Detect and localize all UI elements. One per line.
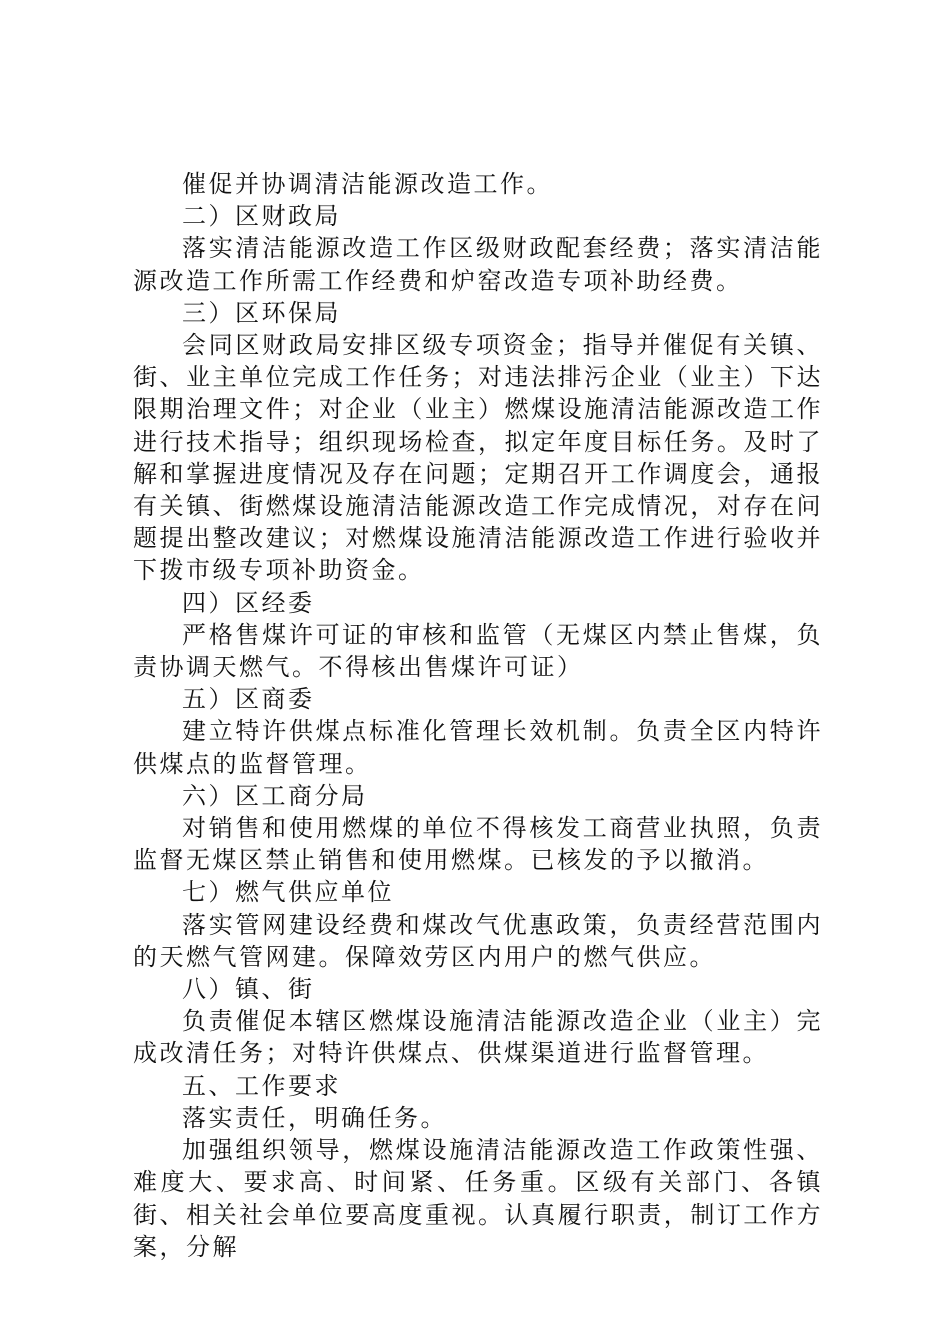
document-body	[133, 168, 823, 1263]
paragraph-responsibility: 落实责任，明确任务。	[182, 1103, 447, 1132]
section-heading-economic-commission: 四）区经委	[182, 588, 315, 617]
section-heading-commerce-commission: 五）区商委	[182, 685, 315, 714]
section-heading-industry-commerce-bureau: 六）区工商分局	[182, 781, 368, 810]
paragraph-finance-bureau: 落实清洁能源改造工作区级财政配套经费；落实清洁能源改造工作所需工作经费和炉窑改造专项补助经费。	[133, 234, 823, 295]
paragraph-industry-commerce-bureau: 对销售和使用燃煤的单位不得核发工商营业执照，负责监督无煤区禁止销售和使用燃煤。已核发的予以撤消。	[133, 814, 823, 875]
paragraph-commerce-commission: 建立特许供煤点标准化管理长效机制。负责全区内特许供煤点的监督管理。	[133, 717, 823, 778]
section-heading-gas-supply: 七）燃气供应单位	[182, 878, 394, 907]
paragraph-economic-commission: 严格售煤许可证的审核和监管（无煤区内禁止售煤，负责协调天燃气。不得核出售煤许可证）	[133, 620, 823, 682]
section-heading-work-requirements: 五、工作要求	[182, 1071, 341, 1100]
paragraph-environment-bureau: 会同区财政局安排区级专项资金；指导并催促有关镇、街、业主单位完成工作任务；对违法排污企业（业主）下达限期治理文件；对企业（业主）燃煤设施清洁能源改造工作进行技术指导；组织现场检查，拟定年度目标任务。及时了解和掌握进度情况及存在问题；定期召开工作调度会，通报有关镇、街燃煤设施清洁能源改造工作完成情况，对存在问题提出整改建议；对燃煤设施清洁能源改造工作进行验收并下拨市级专项补助资金。	[133, 331, 823, 585]
paragraph-gas-supply: 落实管网建设经费和煤改气优惠政策，负责经营范围内的天燃气管网建。保障效劳区内用户的燃气供应。	[133, 910, 823, 971]
section-heading-towns-streets: 八）镇、街	[182, 975, 315, 1004]
section-heading-finance-bureau: 二）区财政局	[182, 202, 341, 231]
paragraph-organization-leadership: 加强组织领导，燃煤设施清洁能源改造工作政策性强、难度大、要求高、时间紧、任务重。区级有关部门、各镇街、相关社会单位要高度重视。认真履行职责，制订工作方案，分解	[133, 1136, 823, 1261]
paragraph-1: 催促并协调清洁能源改造工作。	[182, 170, 553, 198]
section-heading-environment-bureau: 三）区环保局	[182, 298, 341, 327]
paragraph-towns-streets: 负责催促本辖区燃煤设施清洁能源改造企业（业主）完成改清任务；对特许供煤点、供煤渠道进行监督管理。	[133, 1007, 823, 1068]
